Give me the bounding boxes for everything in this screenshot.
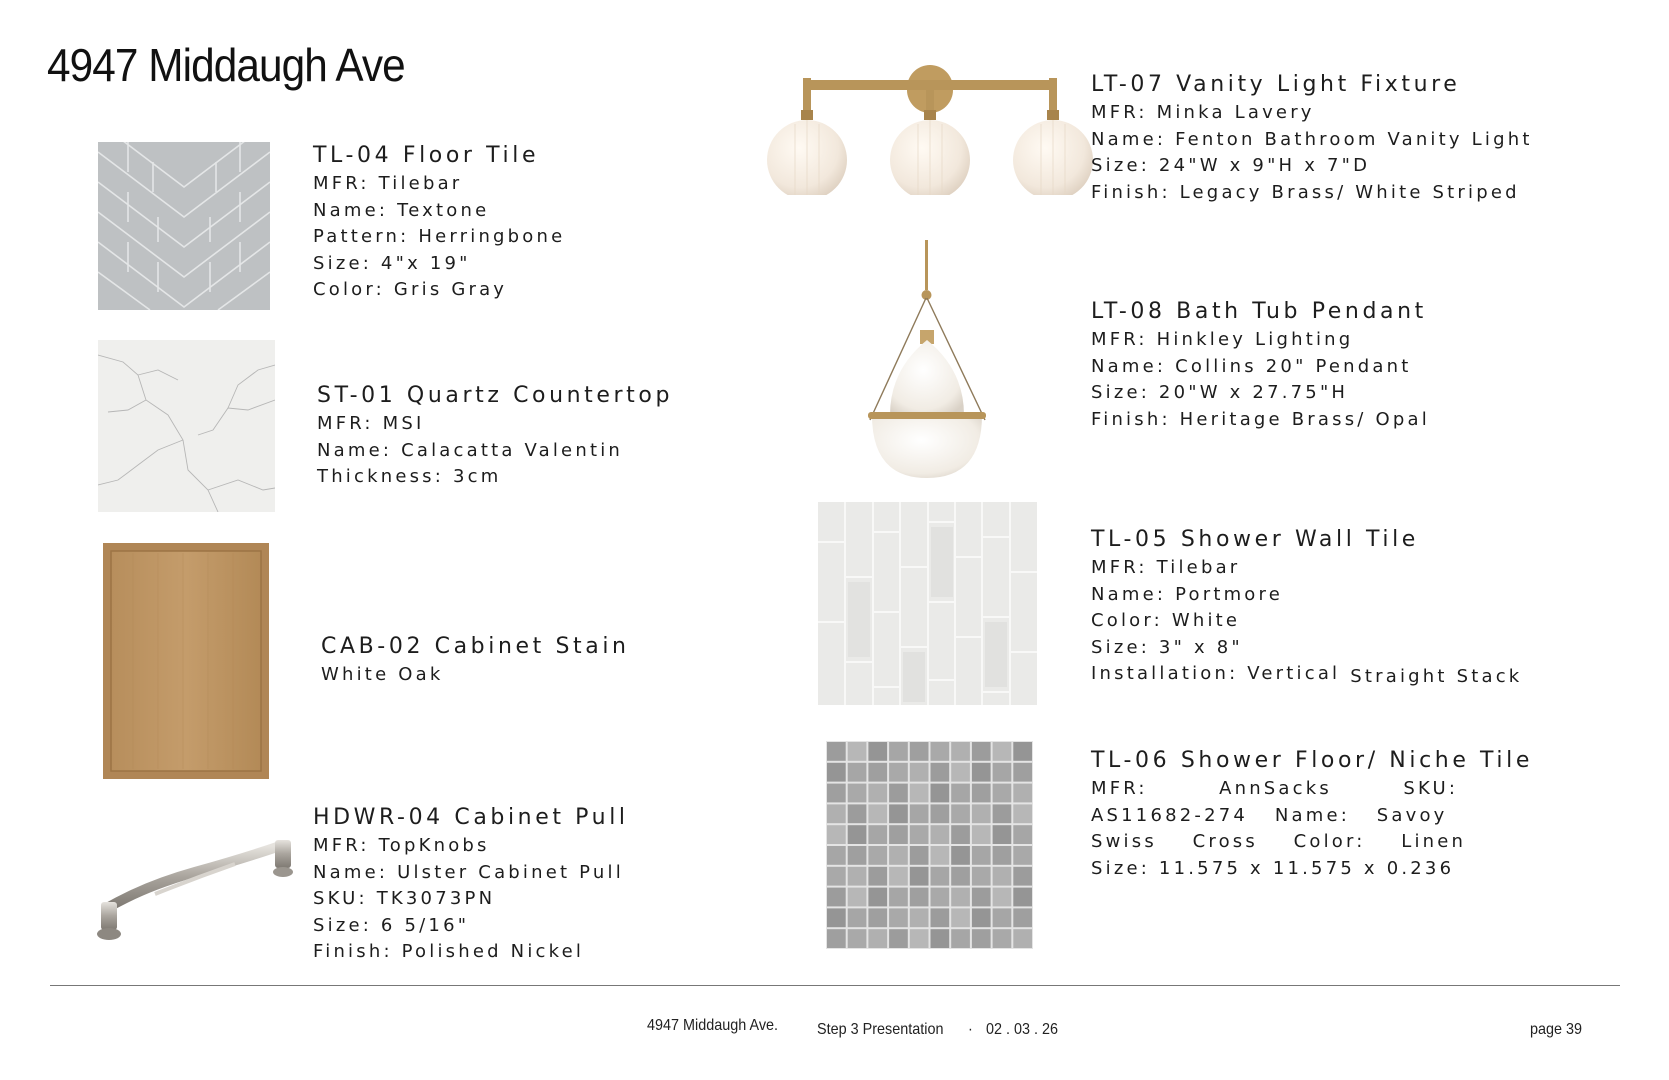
quartz-countertop-spec (317, 381, 673, 491)
spec-line: MFR: MSI (317, 413, 425, 434)
footer-separator: · (968, 1021, 973, 1038)
spec-line: Size: 20"W x 27.75"H (1091, 382, 1349, 403)
spec-line: Finish: Legacy Brass/ White Striped (1091, 181, 1520, 203)
spec-heading: LT-08 Bath Tub Pendant (1091, 299, 1427, 324)
spec-line: MFR: Minka Lavery (1091, 102, 1315, 123)
shower-wall-tile-swatch (818, 502, 1037, 705)
spec-heading: HDWR-04 Cabinet Pull (313, 805, 629, 830)
footer-address: 4947 Middaugh Ave. (647, 1017, 779, 1034)
spec-line: Name: Fenton Bathroom Vanity Light (1091, 128, 1533, 150)
spec-line: Size: 3" x 8" (1091, 636, 1243, 658)
spec-heading: CAB-02 Cabinet Stain (321, 634, 630, 659)
spec-line: MFR: Tilebar (1091, 557, 1241, 578)
spec-heading: TL-04 Floor Tile (313, 143, 540, 168)
spec-line: Size: 4"x 19" (313, 252, 471, 274)
spec-line: Size: 11.575 x 11.575 x 0.236 (1091, 857, 1455, 879)
shower-floor-tile-spec (1091, 746, 1533, 882)
spec-line: SKU: TK3073PN (313, 888, 496, 909)
spec-line: Size: 24"W x 9"H x 7"D (1091, 155, 1371, 176)
spec-heading: LT-07 Vanity Light Fixture (1091, 72, 1461, 97)
spec-line: AS11682-274 Name: Savoy (1091, 804, 1448, 826)
spec-line: Color: White (1091, 610, 1241, 631)
spec-heading: ST-01 Quartz Countertop (317, 383, 674, 408)
spec-line: Thickness: 3cm (317, 466, 502, 487)
spec-line: Name: Textone (313, 199, 490, 221)
spec-line: Finish: Polished Nickel (313, 941, 585, 962)
floor-tile-swatch (98, 142, 270, 310)
spec-line: Finish: Heritage Brass/ Opal (1091, 408, 1430, 430)
bath-tub-pendant-image (860, 240, 995, 480)
spec-line: Pattern: Herringbone (313, 226, 566, 247)
spec-line: Straight Stack (1350, 666, 1523, 687)
footer-date: 02 . 03 . 26 (986, 1021, 1059, 1038)
spec-line: MFR: Hinkley Lighting (1091, 329, 1354, 350)
cabinet-pull-image (85, 828, 300, 943)
quartz-countertop-swatch (98, 340, 275, 512)
vanity-light-spec (1091, 70, 1533, 206)
floor-tile-spec (313, 141, 565, 304)
spec-heading: TL-06 Shower Floor/ Niche Tile (1091, 748, 1533, 773)
cabinet-stain-swatch (103, 543, 269, 779)
spec-line: Size: 6 5/16" (313, 914, 470, 936)
bath-tub-pendant-spec (1091, 297, 1430, 433)
cabinet-pull-spec (313, 803, 629, 966)
footer-presentation: Step 3 Presentation (817, 1021, 944, 1038)
spec-line: MFR: TopKnobs (313, 835, 490, 856)
spec-line: Name: Calacatta Valentin (317, 439, 624, 461)
spec-line: Name: Ulster Cabinet Pull (313, 861, 624, 883)
spec-line: Name: Collins 20" Pendant (1091, 355, 1412, 377)
shower-wall-tile-spec (1091, 525, 1522, 688)
spec-heading: TL-05 Shower Wall Tile (1091, 527, 1419, 552)
footer-page-number: page 39 (1530, 1021, 1583, 1038)
cabinet-stain-spec (321, 632, 630, 689)
spec-line: MFR: Tilebar (313, 173, 463, 194)
shower-floor-tile-swatch (826, 741, 1033, 949)
spec-line: Color: Gris Gray (313, 279, 508, 300)
spec-line: Swiss Cross Color: Linen (1091, 831, 1467, 852)
spec-line: White Oak (321, 664, 444, 685)
footer-divider (50, 985, 1620, 986)
spec-line: Name: Portmore (1091, 583, 1283, 605)
vanity-light-image (765, 60, 1095, 195)
spec-line: MFR: AnnSacks SKU: (1091, 778, 1459, 799)
page-title: 4947 Middaugh Ave (47, 39, 405, 91)
spec-line: Installation: Vertical (1091, 663, 1341, 684)
